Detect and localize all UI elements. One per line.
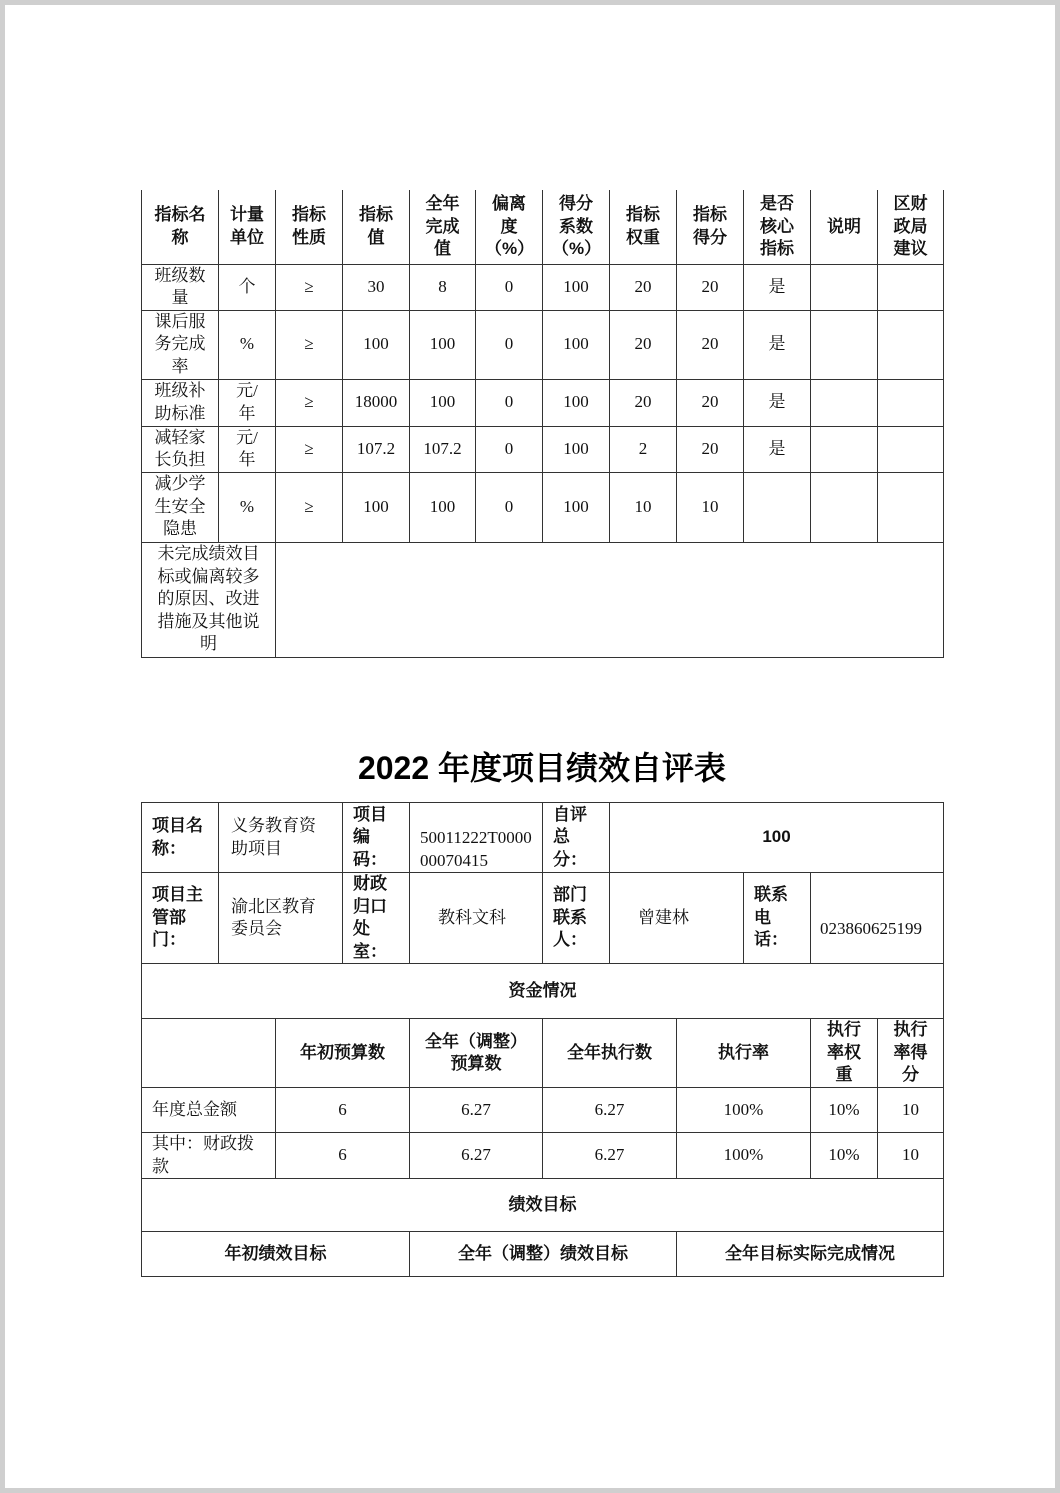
cell-district-suggestion [878,472,944,542]
cell-note [811,472,878,542]
cell-district-suggestion [878,310,944,379]
header-score-coefficient: 得分系数（%） [543,190,610,264]
funds-executed: 6.27 [543,1133,677,1179]
funds-execution-rate: 100% [677,1133,811,1179]
contact-label: 部门联系人： [543,873,610,964]
cell-actual-value: 100 [410,472,476,542]
department-label: 项目主管部门： [142,873,219,964]
cell-actual-value: 107.2 [410,426,476,472]
remarks-value [276,542,944,657]
cell-score-coefficient: 100 [543,264,610,310]
cell-district-suggestion [878,426,944,472]
header-indicator-name: 指标名称 [142,190,219,264]
funds-rate-weight: 10% [811,1133,878,1179]
header-nature: 指标性质 [276,190,343,264]
finance-office-value: 教科文科 [410,873,543,964]
header-deviation: 偏离度（%） [476,190,543,264]
goals-section-title: 绩效目标 [142,1179,944,1232]
cell-nature: ≥ [276,310,343,379]
funds-header-execution-rate: 执行率 [677,1019,811,1088]
cell-weight: 2 [610,426,677,472]
project-code-value: 50011222T000000070415 [410,803,543,873]
funds-executed: 6.27 [543,1088,677,1133]
goals-header-adjusted: 全年（调整）绩效目标 [410,1232,677,1277]
cell-actual-value: 100 [410,310,476,379]
table-row [142,426,944,472]
table-header-row [142,190,944,264]
header-core-indicator: 是否核心指标 [744,190,811,264]
cell-target-value: 30 [343,264,410,310]
funds-initial-budget: 6 [276,1088,410,1133]
cell-target-value: 107.2 [343,426,410,472]
department-info-row [142,873,944,964]
funds-adjusted-budget: 6.27 [410,1133,543,1179]
cell-unit: 元/年 [219,379,276,426]
remarks-row [142,542,944,657]
funds-header-executed: 全年执行数 [543,1019,677,1088]
cell-unit: % [219,472,276,542]
header-weight: 指标权重 [610,190,677,264]
cell-indicator-name: 班级补助标准 [142,379,219,426]
header-actual-value: 全年完成值 [410,190,476,264]
cell-core-indicator [744,472,811,542]
cell-nature: ≥ [276,379,343,426]
contact-value: 曾建林 [610,873,744,964]
goals-header-actual: 全年目标实际完成情况 [677,1232,944,1277]
cell-indicator-name: 减少学生安全隐患 [142,472,219,542]
table-row [142,1088,944,1133]
cell-nature: ≥ [276,426,343,472]
cell-note [811,426,878,472]
remarks-label: 未完成绩效目标或偏离较多的原因、改进措施及其他说明 [142,542,276,657]
funds-execution-rate: 100% [677,1088,811,1133]
cell-deviation: 0 [476,264,543,310]
table-row [142,379,944,426]
department-value: 渝北区教育委员会 [219,873,343,964]
cell-unit: 个 [219,264,276,310]
cell-weight: 20 [610,379,677,426]
cell-core-indicator: 是 [744,426,811,472]
cell-deviation: 0 [476,426,543,472]
funds-rate-weight: 10% [811,1088,878,1133]
header-note: 说明 [811,190,878,264]
funds-row-label: 年度总金额 [142,1088,276,1133]
cell-indicator-name: 减轻家长负担 [142,426,219,472]
cell-deviation: 0 [476,472,543,542]
header-district-suggestion: 区财政局建议 [878,190,944,264]
table-row [142,1133,944,1179]
cell-note [811,379,878,426]
funds-section-title: 资金情况 [142,964,944,1019]
funds-header-rate-weight: 执行率权重 [811,1019,878,1088]
cell-indicator-name: 课后服务完成率 [142,310,219,379]
cell-nature: ≥ [276,472,343,542]
cell-target-value: 100 [343,472,410,542]
header-target-value: 指标值 [343,190,410,264]
cell-actual-value: 100 [410,379,476,426]
funds-adjusted-budget: 6.27 [410,1088,543,1133]
cell-deviation: 0 [476,310,543,379]
phone-label: 联系电话： [744,873,811,964]
cell-score: 20 [677,310,744,379]
cell-indicator-name: 班级数量 [142,264,219,310]
goals-header-initial: 年初绩效目标 [142,1232,410,1277]
header-score: 指标得分 [677,190,744,264]
self-score-label: 自评总分： [543,803,610,873]
cell-score-coefficient: 100 [543,379,610,426]
cell-note [811,264,878,310]
cell-district-suggestion [878,379,944,426]
cell-note [811,310,878,379]
cell-unit: 元/年 [219,426,276,472]
indicator-table [141,190,944,658]
form-title: 2022 年度项目绩效自评表 [357,750,727,786]
cell-target-value: 18000 [343,379,410,426]
cell-deviation: 0 [476,379,543,426]
cell-core-indicator: 是 [744,379,811,426]
phone-value: 023860625199 [811,873,944,964]
cell-score-coefficient: 100 [543,472,610,542]
funds-row-label: 其中：财政拨款 [142,1133,276,1179]
cell-score: 10 [677,472,744,542]
project-code-label: 项目编码： [343,803,410,873]
cell-actual-value: 8 [410,264,476,310]
funds-section-row [142,964,944,1019]
finance-office-label: 财政归口处室： [343,873,410,964]
cell-weight: 10 [610,472,677,542]
cell-score: 20 [677,264,744,310]
cell-score-coefficient: 100 [543,310,610,379]
cell-core-indicator: 是 [744,310,811,379]
project-name-value: 义务教育资助项目 [219,803,343,873]
cell-core-indicator: 是 [744,264,811,310]
cell-weight: 20 [610,310,677,379]
self-score-value: 100 [610,803,944,873]
table-row [142,264,944,310]
goals-header-row [142,1232,944,1277]
table-row [142,472,944,542]
project-evaluation-table [141,802,944,1277]
cell-nature: ≥ [276,264,343,310]
funds-rate-score: 10 [878,1133,944,1179]
cell-weight: 20 [610,264,677,310]
project-info-row [142,803,944,873]
funds-rate-score: 10 [878,1088,944,1133]
funds-initial-budget: 6 [276,1133,410,1179]
funds-header-row [142,1019,944,1088]
cell-score: 20 [677,426,744,472]
goals-section-row [142,1179,944,1232]
table-row [142,310,944,379]
cell-unit: % [219,310,276,379]
header-unit: 计量单位 [219,190,276,264]
funds-header-blank [142,1019,276,1088]
cell-district-suggestion [878,264,944,310]
funds-header-initial-budget: 年初预算数 [276,1019,410,1088]
cell-target-value: 100 [343,310,410,379]
cell-score-coefficient: 100 [543,426,610,472]
funds-header-adjusted-budget: 全年（调整）预算数 [410,1019,543,1088]
project-name-label: 项目名称： [142,803,219,873]
cell-score: 20 [677,379,744,426]
funds-header-rate-score: 执行率得分 [878,1019,944,1088]
